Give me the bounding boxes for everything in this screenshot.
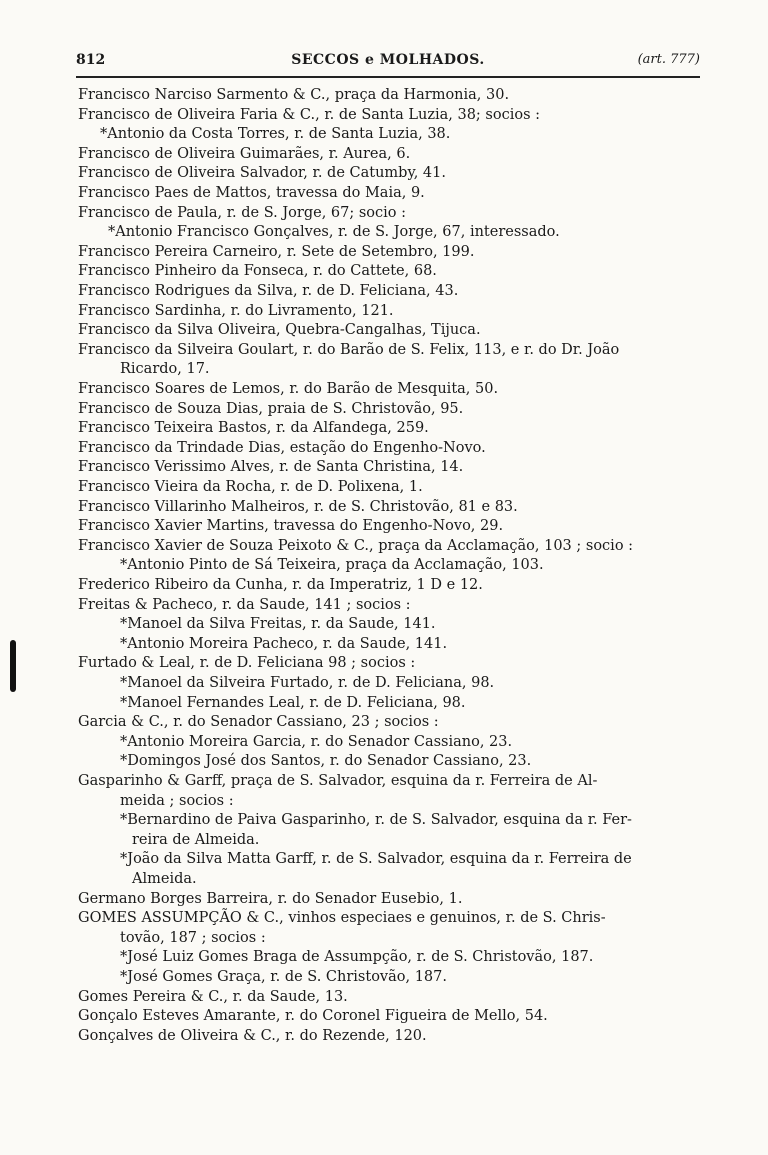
entry-line: Germano Borges Barreira, r. do Senador Eusebio, 1.: [78, 890, 463, 907]
entry-line: *Antonio Moreira Pacheco, r. da Saude, 141.: [120, 635, 448, 652]
entry-line: Gonçalo Esteves Amarante, r. do Coronel Figueira de Mello, 54.: [78, 1008, 548, 1025]
entry-line: Almeida.: [132, 871, 197, 887]
margin-ink-mark: [10, 640, 16, 692]
entry-line: Francisco da Silveira Goulart, r. do Barão de S. Felix, 113, e r. do Dr. João: [78, 341, 620, 358]
entry-line: Gasparinho & Garff, praça de S. Salvador, esquina da r. Ferreira de Al-: [78, 773, 598, 789]
entry-line: Francisco Paes de Mattos, travessa do Maia, 9.: [78, 185, 425, 201]
entry-line: Francisco Rodrigues da Silva, r. de D. Feliciana, 43.: [78, 283, 459, 299]
entry-line: Francisco Vieira da Rocha, r. de D. Polixena, 1.: [78, 479, 423, 495]
entry-line: *Antonio Francisco Gonçalves, r. de S. Jorge, 67, interessado.: [108, 224, 560, 241]
entry-line: Gomes Pereira & C., r. da Saude, 13.: [78, 988, 348, 1005]
entry-line: Francisco de Oliveira Faria & C., r. de Santa Luzia, 38; socios :: [78, 106, 541, 123]
entry-line: Frederico Ribeiro da Cunha, r. da Imperatriz, 1 D e 12.: [78, 577, 483, 593]
entry-line: Francisco Soares de Lemos, r. do Barão de Mesquita, 50.: [78, 381, 499, 397]
entry-line: *Antonio Moreira Garcia, r. do Senador Cassiano, 23.: [120, 733, 513, 750]
entry-line: *Manoel da Silva Freitas, r. da Saude, 141.: [120, 616, 436, 633]
entry-line: *Domingos José dos Santos, r. do Senador Cassiano, 23.: [120, 753, 532, 770]
entry-line: Francisco Villarinho Malheiros, r. de S. Christovão, 81 e 83.: [78, 498, 518, 515]
entry-line: *José Gomes Graça, r. de S. Christovão, 187.: [120, 969, 447, 985]
entry-line: Francisco da Trindade Dias, estação do Engenho-Novo.: [78, 439, 486, 456]
entry-line: *José Luiz Gomes Braga de Assumpção, r. de S. Christovão, 187.: [120, 949, 594, 966]
entry-line: Ricardo, 17.: [120, 361, 210, 378]
entry-line: tovão, 187 ; socios :: [120, 929, 266, 946]
entry-line: Francisco Narciso Sarmento & C., praça da Harmonia, 30.: [78, 87, 510, 103]
entry-line: Francisco de Oliveira Guimarães, r. Aurea, 6.: [78, 145, 411, 162]
entry-line: reira de Almeida.: [132, 831, 260, 848]
entry-line: Francisco Xavier de Souza Peixoto & C., praça da Acclamação, 103 ; socio :: [78, 537, 634, 554]
entry-line: Francisco de Paula, r. de S. Jorge, 67; socio :: [78, 204, 407, 221]
entry-line: Garcia & C., r. do Senador Cassiano, 23 ; socios :: [78, 714, 439, 731]
entry-line: Francisco Teixeira Bastos, r. da Alfandega, 259.: [78, 420, 429, 437]
entry-line: Francisco Pereira Carneiro, r. Sete de Setembro, 199.: [78, 243, 475, 260]
entry-line: meida ; socios :: [120, 792, 234, 809]
entry-line: *Antonio Pinto de Sá Teixeira, praça da Acclamação, 103.: [120, 557, 544, 574]
header-rule: [76, 76, 700, 78]
entry-line: Gonçalves de Oliveira & C., r. do Rezende, 120.: [78, 1027, 427, 1044]
entry-line: *Manoel Fernandes Leal, r. de D. Feliciana, 98.: [120, 694, 466, 711]
page-number: 812: [76, 52, 106, 68]
entry-line: Furtado & Leal, r. de D. Feliciana 98 ; socios :: [78, 655, 416, 672]
page-title: SECCOS e MOLHADOS.: [291, 52, 485, 68]
entry-line: Francisco de Oliveira Salvador, r. de Catumby, 41.: [78, 165, 446, 182]
entry-line: *Manoel da Silveira Furtado, r. de D. Feliciana, 98.: [120, 675, 495, 691]
entry-line: Francisco Pinheiro da Fonseca, r. do Cattete, 68.: [78, 263, 437, 280]
entry-line: Freitas & Pacheco, r. da Saude, 141 ; socios :: [78, 596, 411, 613]
page-header: [76, 52, 700, 74]
entry-line: Francisco da Silva Oliveira, Quebra-Cangalhas, Tijuca.: [78, 322, 481, 339]
entry-line: *João da Silva Matta Garff, r. de S. Salvador, esquina da r. Ferreira de: [120, 851, 632, 868]
entry-line: Francisco Xavier Martins, travessa do Engenho-Novo, 29.: [78, 518, 504, 535]
entry-line: Francisco Verissimo Alves, r. de Santa Christina, 14.: [78, 459, 464, 476]
entry-line: GOMES ASSUMPÇÃO & C., vinhos especiaes e genuinos, r. de S. Chris-: [78, 910, 606, 927]
article-reference: (art. 777): [637, 52, 700, 67]
entry-line: Francisco de Souza Dias, praia de S. Christovão, 95.: [78, 400, 464, 417]
entry-line: *Bernardino de Paiva Gasparinho, r. de S. Salvador, esquina da r. Fer-: [120, 812, 632, 829]
entry-line: Francisco Sardinha, r. do Livramento, 121.: [78, 302, 394, 319]
entry-line: *Antonio da Costa Torres, r. de Santa Luzia, 38.: [100, 126, 451, 143]
